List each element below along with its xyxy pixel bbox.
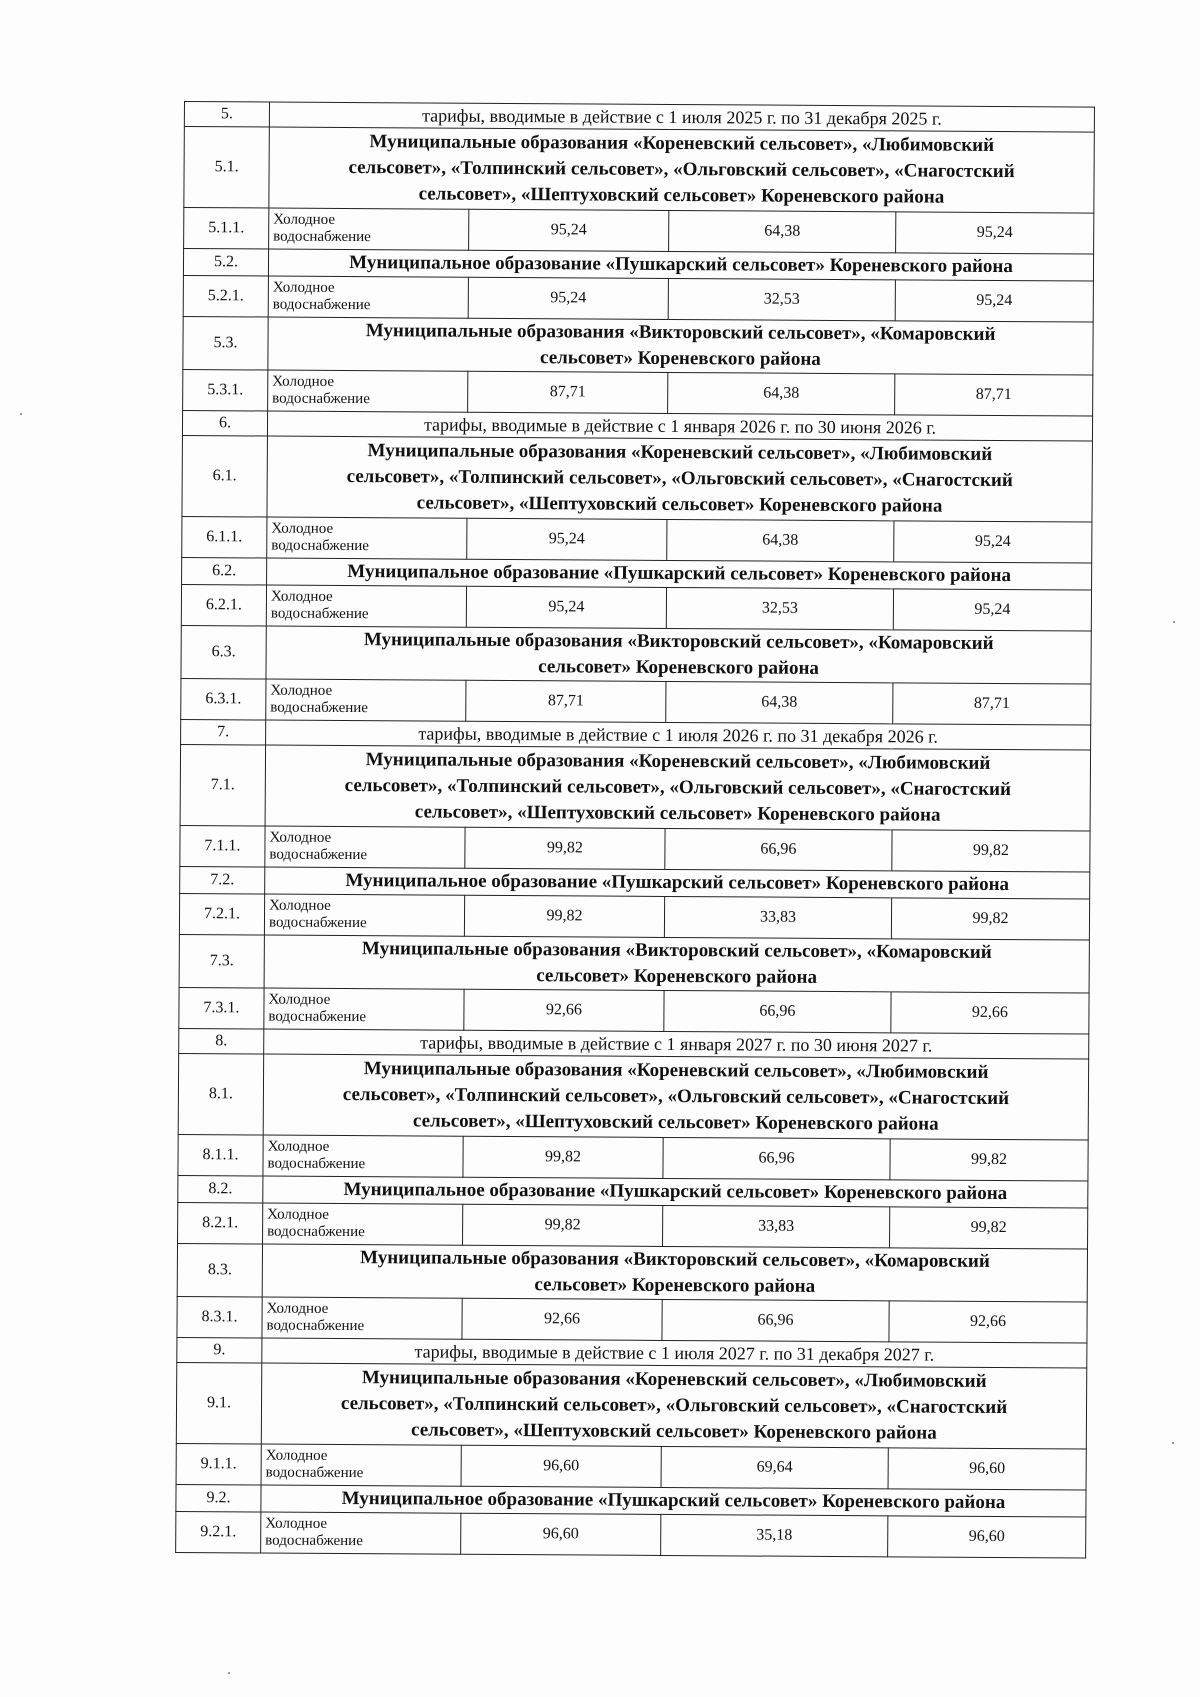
tariff-value-cell: [468, 277, 668, 319]
municipality-name-line: сельсовет», «Толпинский сельсовет», «Ольговский сельсовет», «Снагостский: [342, 1083, 1010, 1110]
tariff-value-cell: [668, 372, 895, 414]
tariff-value: 96,60: [543, 1457, 580, 1475]
service-name-cell: [268, 370, 468, 412]
municipality-name-line: сельсовет», «Толпинский сельсовет», «Ольговский сельсовет», «Снагостский: [340, 1392, 1008, 1419]
tariff-value: 33,83: [758, 1217, 795, 1235]
municipality-row: [182, 435, 1093, 522]
tariff-value: 66,96: [759, 1002, 796, 1020]
municipality-row: [183, 316, 1093, 375]
period-number-cell: [181, 719, 266, 745]
tariff-value-cell: [662, 1299, 889, 1341]
municipality-number-cell: [183, 249, 268, 277]
tariff-value: 95,24: [974, 532, 1011, 551]
service-name-line: Холодное: [273, 211, 336, 228]
municipality-number: 8.1.: [208, 1085, 233, 1103]
tariff-row-number-cell: [177, 1296, 262, 1338]
service-name-line: Холодное: [272, 373, 335, 390]
tariff-value-cell: [461, 1445, 661, 1487]
tariff-value: 95,24: [976, 223, 1013, 242]
service-name-line: Холодное: [270, 682, 333, 699]
municipality-name-cell: [263, 1176, 1088, 1208]
municipality-name-line: сельсовет», «Толпинский сельсовет», «Ольговский сельсовет», «Снагостский: [348, 157, 1015, 183]
municipality-name-line: Муниципальные образования «Кореневский сельсовет», «Любимовский: [367, 440, 993, 465]
tariff-value-cell: [667, 519, 894, 561]
tariff-value: 96,60: [968, 1527, 1005, 1546]
municipality-name-cell: [264, 935, 1089, 993]
tariff-value-cell: [890, 1207, 1088, 1249]
municipality-number: 9.2.: [206, 1489, 231, 1507]
municipality-number-cell: [180, 744, 265, 826]
municipality-name-cell: [262, 1244, 1087, 1302]
tariff-row-number-cell: [179, 893, 264, 935]
tariff-value-cell: [888, 1448, 1086, 1490]
tariff-value: 32,53: [761, 599, 798, 617]
period-number: 8.: [215, 1032, 228, 1050]
tariff-value-cell: [661, 1446, 888, 1488]
tariff-value-cell: [665, 828, 892, 870]
municipality-name-line: Муниципальные образования «Кореневский сельсовет», «Любимовский: [361, 1367, 987, 1392]
scan-speck: [1173, 621, 1175, 623]
municipality-number-cell: [180, 866, 265, 894]
municipality-number-cell: [176, 1484, 261, 1512]
municipality-name-cell: [265, 745, 1091, 831]
municipality-name-cell: [261, 1485, 1086, 1517]
service-name-line: водоснабжение: [269, 846, 368, 864]
tariff-value-cell: [661, 1514, 888, 1556]
service-name-line: Холодное: [267, 1206, 329, 1223]
period-text: тарифы, вводимые в действие с 1 июля 2025 г. по 31 декабря 2025 г.: [422, 104, 942, 129]
municipality-name-line: Муниципальное образование «Пушкарский сельсовет» Кореневского района: [345, 870, 1010, 896]
tariff-value: 92,66: [971, 1003, 1009, 1022]
municipality-name-cell: [268, 249, 1093, 281]
municipality-name-line: Муниципальные образования «Кореневский сельсовет», «Любимовский: [369, 131, 995, 156]
municipality-number: 6.3.: [211, 643, 236, 661]
tariff-value-cell: [466, 586, 666, 628]
service-name-line: водоснабжение: [267, 1223, 365, 1241]
service-name-line: водоснабжение: [271, 537, 370, 555]
tariff-value: 64,38: [764, 222, 801, 240]
tariff-row: [176, 1511, 1086, 1558]
tariff-value: 64,38: [762, 531, 799, 549]
tariff-value-cell: [895, 374, 1093, 416]
tariff-row-number-cell: [180, 825, 265, 867]
tariff-value-cell: [895, 280, 1093, 322]
municipality-name-line: Муниципальное образование «Пушкарский сельсовет» Кореневского района: [349, 252, 1013, 278]
tariff-value-cell: [463, 1204, 663, 1246]
tariff-table-body: [176, 102, 1095, 1559]
tariff-value-cell: [461, 1513, 661, 1555]
period-number-cell: [179, 1028, 264, 1054]
tariff-value: 87,71: [973, 694, 1010, 713]
service-name-cell: [266, 585, 466, 627]
tariff-value: 99,82: [972, 909, 1009, 928]
tariff-table: [175, 101, 1095, 1559]
municipality-name-line: Муниципальное образование «Пушкарский сельсовет» Кореневского района: [347, 561, 1012, 587]
municipality-row: [179, 934, 1089, 993]
service-name-cell: [266, 679, 466, 721]
tariff-row-number: 5.2.1.: [207, 287, 244, 305]
service-name-line: Холодное: [268, 991, 331, 1008]
period-text: тарифы, вводимые в действие с 1 июля 2027 г. по 31 декабря 2027 г.: [414, 1340, 935, 1365]
service-name-line: Холодное: [265, 1515, 328, 1532]
service-name-line: водоснабжение: [273, 228, 371, 246]
service-name-line: Холодное: [270, 588, 333, 605]
service-name-cell: [261, 1444, 461, 1486]
tariff-value: 64,38: [763, 384, 800, 402]
municipality-number-cell: [177, 1243, 262, 1297]
municipality-number: 5.2.: [213, 253, 239, 271]
municipality-name-line: сельсовет», «Шептуховский сельсовет» Кореневского района: [416, 492, 943, 517]
municipality-number-cell: [179, 934, 264, 988]
tariff-row: [179, 987, 1089, 1034]
tariff-value: 99,82: [546, 907, 583, 925]
service-name-cell: [267, 517, 467, 559]
tariff-row-number: 6.1.1.: [206, 528, 243, 546]
scan-speck: [1172, 1442, 1174, 1444]
service-name-cell: [265, 826, 465, 868]
municipality-number-cell: [181, 625, 266, 679]
service-name-line: Холодное: [265, 1447, 328, 1464]
tariff-value-cell: [664, 990, 891, 1032]
service-name-line: Холодное: [266, 1300, 329, 1317]
municipality-row: [177, 1243, 1087, 1302]
municipality-name-line: сельсовет» Кореневского района: [536, 965, 818, 988]
municipality-number-cell: [184, 127, 269, 209]
tariff-value: 95,24: [976, 291, 1013, 310]
tariff-value-cell: [663, 1137, 890, 1179]
tariff-row-number-cell: [182, 516, 267, 558]
period-number: 7.: [217, 723, 230, 741]
municipality-number-cell: [178, 1175, 263, 1203]
municipality-number: 5.3.: [213, 334, 238, 352]
tariff-row-number: 8.2.1.: [202, 1214, 239, 1232]
municipality-number: 9.1.: [206, 1394, 232, 1412]
tariff-value: 99,82: [544, 1216, 581, 1234]
tariff-value: 87,71: [549, 383, 586, 401]
service-name-line: водоснабжение: [265, 1532, 363, 1550]
tariff-value: 92,66: [545, 1001, 583, 1019]
tariff-value-cell: [889, 1301, 1087, 1343]
service-name-line: водоснабжение: [270, 605, 369, 623]
tariff-value-cell: [888, 1516, 1086, 1558]
service-name-cell: [261, 1512, 461, 1554]
tariff-value: 95,24: [550, 289, 587, 307]
tariff-value-cell: [892, 830, 1090, 872]
tariff-value: 95,24: [548, 530, 585, 548]
tariff-row: [182, 516, 1092, 563]
tariff-value-cell: [468, 371, 668, 413]
service-name-cell: [263, 1135, 463, 1177]
municipality-name-cell: [269, 127, 1095, 213]
municipality-number-cell: [182, 435, 267, 517]
service-name-cell: [264, 894, 464, 936]
tariff-value-cell: [465, 827, 665, 869]
municipality-number: 5.1.: [214, 158, 239, 176]
tariff-value-cell: [668, 278, 895, 320]
municipality-name-cell: [261, 1363, 1087, 1449]
period-number: 5.: [220, 105, 233, 123]
tariff-value: 99,82: [971, 1150, 1008, 1169]
service-name-line: водоснабжение: [268, 1008, 367, 1026]
tariff-row-number-cell: [181, 678, 266, 720]
municipality-name-line: Муниципальные образования «Кореневский сельсовет», «Любимовский: [363, 1058, 989, 1083]
tariff-value: 95,24: [550, 221, 587, 239]
tariff-value-cell: [894, 521, 1092, 563]
tariff-value-cell: [462, 1298, 662, 1340]
municipality-name-line: сельсовет», «Шептуховский сельсовет» Кореневского района: [414, 801, 941, 826]
tariff-value-cell: [669, 210, 896, 252]
tariff-value: 92,66: [970, 1312, 1007, 1331]
tariff-row-number: 8.1.1.: [202, 1146, 239, 1164]
tariff-value-cell: [464, 989, 664, 1031]
municipality-row: [178, 1053, 1089, 1140]
period-number: 6.: [218, 414, 232, 432]
municipality-name-line: Муниципальное образование «Пушкарский сельсовет» Кореневского района: [341, 1487, 1006, 1514]
period-number-cell: [177, 1337, 262, 1363]
tariff-value-cell: [469, 209, 669, 251]
service-name-line: водоснабжение: [265, 1464, 364, 1482]
municipality-name-line: Муниципальные образования «Викторовский сельсовет», «Комаровский: [360, 1247, 990, 1272]
tariff-value: 66,96: [757, 1311, 794, 1329]
municipality-name-line: сельсовет», «Шептуховский сельсовет» Кореневского района: [412, 1110, 939, 1135]
municipality-name-line: сельсовет» Кореневского района: [534, 1274, 816, 1297]
municipality-name-cell: [266, 626, 1091, 684]
municipality-name-line: сельсовет» Кореневского района: [538, 656, 820, 679]
tariff-row: [183, 369, 1093, 416]
tariff-row: [178, 1202, 1088, 1249]
municipality-number: 7.2.: [210, 871, 235, 889]
tariff-row-number-cell: [183, 369, 268, 411]
municipality-name-line: сельсовет», «Шептуховский сельсовет» Кореневского района: [418, 183, 945, 208]
municipality-row: [181, 625, 1091, 684]
tariff-value: 99,82: [546, 839, 583, 857]
service-name-cell: [264, 988, 464, 1030]
tariff-value: 33,83: [759, 908, 797, 926]
municipality-number: 7.1.: [210, 776, 235, 794]
tariff-value-cell: [467, 518, 667, 560]
service-name-cell: [262, 1297, 462, 1339]
tariff-value-cell: [466, 680, 666, 722]
municipality-name-cell: [265, 867, 1090, 899]
tariff-row-number: 7.1.1.: [204, 837, 241, 855]
tariff-value: 92,66: [544, 1310, 581, 1328]
municipality-name-line: Муниципальные образования «Викторовский сельсовет», «Комаровский: [361, 938, 992, 963]
tariff-row-number-cell: [176, 1443, 261, 1485]
tariff-value-cell: [663, 1205, 890, 1247]
municipality-name-line: Муниципальное образование «Пушкарский сельсовет» Кореневского района: [343, 1178, 1008, 1205]
period-number-cell: [184, 102, 269, 128]
period-text: тарифы, вводимые в действие с 1 июля 2026 г. по 31 декабря 2026 г.: [418, 722, 939, 747]
service-name-line: Холодное: [269, 897, 331, 914]
tariff-row-number: 5.1.1.: [208, 219, 245, 237]
tariff-value: 64,38: [761, 693, 798, 711]
tariff-value: 35,18: [756, 1526, 793, 1544]
tariff-value-cell: [664, 896, 891, 938]
tariff-row: [180, 825, 1090, 872]
tariff-value: 95,24: [974, 600, 1011, 619]
tariff-value: 66,96: [758, 1149, 795, 1167]
period-number: 9.: [213, 1341, 226, 1359]
tariff-value: 99,82: [970, 1218, 1007, 1237]
scan-speck: [20, 413, 22, 415]
tariff-value: 96,60: [542, 1525, 579, 1543]
municipality-number-cell: [178, 1053, 263, 1135]
tariff-value: 95,24: [548, 598, 585, 616]
tariff-row-number-cell: [184, 208, 269, 250]
municipality-name-line: сельсовет», «Толпинский сельсовет», «Ольговский сельсовет», «Снагостский: [346, 466, 1013, 492]
service-name-cell: [263, 1203, 463, 1245]
municipality-name-line: сельсовет» Кореневского района: [540, 347, 821, 370]
service-name-line: Холодное: [271, 520, 334, 537]
tariff-row-number-cell: [183, 275, 268, 317]
municipality-number: 8.3.: [207, 1261, 232, 1279]
municipality-name-line: сельсовет», «Шептуховский сельсовет» Кореневского района: [410, 1419, 937, 1444]
period-text: тарифы, вводимые в действие с 1 января 2027 г. по 30 июня 2027 г.: [420, 1031, 933, 1056]
tariff-row-number-cell: [178, 1134, 263, 1176]
tariff-value-cell: [464, 895, 664, 937]
tariff-row-number: 6.2.1.: [205, 596, 242, 614]
tariff-value-cell: [891, 898, 1089, 940]
period-number-cell: [182, 410, 267, 436]
municipality-number-cell: [176, 1362, 261, 1444]
service-name-line: водоснабжение: [267, 1155, 366, 1173]
service-name-cell: [269, 208, 469, 250]
tariff-value: 32,53: [763, 290, 800, 308]
municipality-name-line: Муниципальные образования «Викторовский сельсовет», «Комаровский: [365, 320, 996, 345]
tariff-row-number: 9.1.1.: [200, 1455, 237, 1473]
municipality-number: 8.2.: [208, 1180, 233, 1198]
service-name-line: водоснабжение: [266, 1317, 365, 1335]
service-name-line: водоснабжение: [270, 699, 369, 717]
tariff-row-number: 5.3.1.: [207, 381, 244, 399]
tariff-row-number-cell: [181, 584, 266, 626]
tariff-row-number: 7.3.1.: [203, 999, 240, 1017]
service-name-line: водоснабжение: [272, 390, 370, 408]
tariff-value-cell: [890, 1139, 1088, 1181]
tariff-row-number: 6.3.1.: [205, 690, 242, 708]
municipality-number: 6.1.: [212, 467, 237, 485]
tariff-row: [178, 1134, 1088, 1181]
tariff-row-number-cell: [179, 987, 264, 1029]
tariff-row-number: 9.2.1.: [200, 1523, 237, 1541]
service-name-line: Холодное: [269, 829, 332, 846]
municipality-number-cell: [183, 316, 268, 370]
tariff-value-cell: [893, 683, 1091, 725]
tariff-value-cell: [896, 212, 1094, 254]
service-name-line: водоснабжение: [272, 296, 371, 314]
tariff-value-cell: [666, 681, 893, 723]
tariff-value: 66,96: [760, 840, 797, 858]
tariff-value: 99,82: [972, 841, 1010, 860]
municipality-name-cell: [267, 558, 1092, 590]
tariff-value: 69,64: [756, 1458, 793, 1476]
tariff-value: 96,60: [969, 1459, 1006, 1478]
service-name-line: Холодное: [272, 279, 335, 296]
tariff-row: [184, 208, 1094, 255]
tariff-row: [176, 1443, 1086, 1490]
service-name-cell: [268, 276, 468, 318]
tariff-row: [181, 584, 1091, 631]
tariff-value: 87,71: [547, 692, 584, 710]
service-name-line: водоснабжение: [268, 914, 367, 932]
scan-speck: [228, 1672, 230, 1674]
period-text: тарифы, вводимые в действие с 1 января 2026 г. по 30 июня 2026 г.: [423, 413, 937, 438]
tariff-row-number-cell: [178, 1202, 263, 1244]
municipality-name-cell: [267, 436, 1093, 522]
municipality-name-line: Муниципальные образования «Викторовский сельсовет», «Комаровский: [363, 629, 994, 654]
municipality-number: 7.3.: [209, 952, 234, 970]
tariff-row-number-cell: [176, 1511, 261, 1553]
municipality-row: [184, 127, 1095, 214]
municipality-name-cell: [268, 317, 1093, 375]
tariff-value: 99,82: [545, 1148, 582, 1166]
municipality-name-cell: [263, 1054, 1089, 1140]
tariff-row-number: 8.3.1.: [201, 1308, 238, 1326]
tariff-row: [177, 1296, 1087, 1343]
tariff-row: [183, 275, 1093, 322]
municipality-row: [180, 744, 1091, 831]
municipality-name-line: сельсовет», «Толпинский сельсовет», «Ольговский сельсовет», «Снагостский: [344, 774, 1012, 801]
tariff-value-cell: [891, 992, 1089, 1034]
tariff-value-cell: [893, 589, 1091, 631]
tariff-row-number: 7.2.1.: [203, 905, 241, 923]
municipality-row: [176, 1362, 1087, 1449]
municipality-name-line: Муниципальные образования «Кореневский сельсовет», «Любимовский: [365, 749, 991, 774]
tariff-value-cell: [666, 587, 893, 629]
tariff-value-cell: [463, 1136, 663, 1178]
tariff-value: 87,71: [975, 385, 1012, 404]
tariff-row: [179, 893, 1089, 940]
municipality-number-cell: [182, 557, 267, 585]
service-name-line: Холодное: [267, 1138, 330, 1155]
municipality-number: 6.2.: [212, 562, 237, 580]
tariff-row: [181, 678, 1091, 725]
